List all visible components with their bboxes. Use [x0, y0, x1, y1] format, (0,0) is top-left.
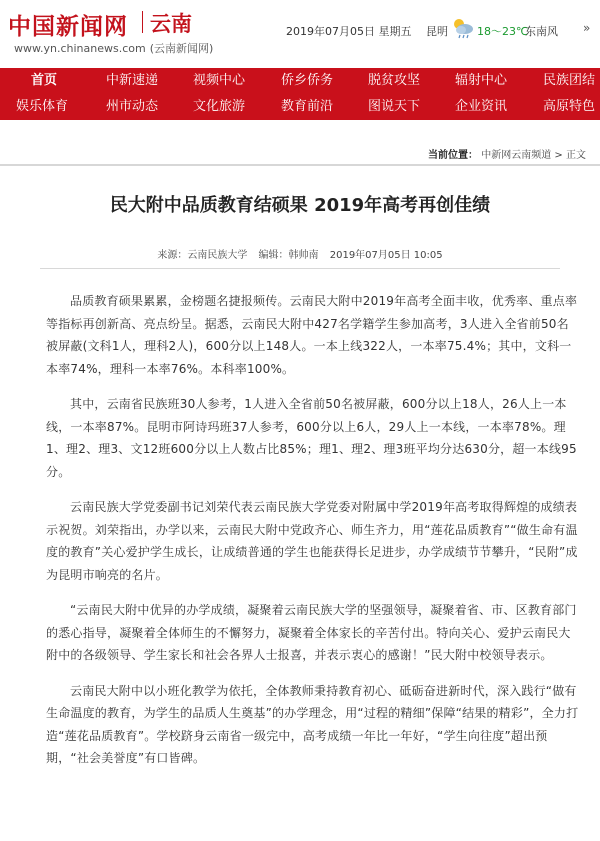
nav-item-culture-travel[interactable]: 文化旅游 [193, 99, 246, 114]
nav-item-express[interactable]: 中新速递 [106, 73, 159, 88]
site-logo[interactable]: 中国新闻网 [8, 13, 128, 40]
region-name[interactable]: 云南 [150, 12, 192, 36]
breadcrumb-separator: > [554, 150, 563, 161]
article-paragraph: 品质教育硕果累累，金榜题名捷报频传。云南民大附中2019年高考全面丰收，优秀率、重点率等指标再创新高、亮点纷呈。据悉，云南民大附中427名学籍学生参加高考，3人进入全省前50名被屏蔽(文科1人，理科2人)，600分以上148人。一本上线322人，一本率75.4%；其中，文科一本率74%，理科一本率76%。本科率100%。 [46, 294, 578, 376]
nav-row-secondary [0, 94, 600, 120]
breadcrumb-current: 正文 [566, 150, 586, 161]
nav-item-radiation-center[interactable]: 辐射中心 [455, 73, 508, 88]
nav-item-home[interactable]: 首页 [31, 73, 58, 88]
nav-item-enterprise[interactable]: 企业资讯 [455, 99, 508, 114]
weather-temperature: 18～23℃ [477, 25, 529, 38]
nav-row-primary [0, 68, 600, 94]
article-body [46, 290, 580, 783]
article-paragraph: 云南民大附中以小班化教学为依托，全体教师秉持教育初心、砥砺奋进新时代，深入践行“做有生命温度的教育，为学生的品质人生奠基”的办学理念，用“过程的精细”保障“结果的精彩”，全力打造“莲花品质教育”。学校跻身云南省一级完中，高考成绩一年比一年好，“学生向往度”超出预期，“社会美誉度”有口皆碑。 [46, 683, 579, 765]
site-url[interactable] [10, 40, 213, 56]
nav-item-entertainment[interactable]: 娱乐体育 [16, 99, 69, 114]
breadcrumb-channel-link[interactable]: 中新网云南频道 [481, 150, 552, 161]
article-paragraph: 其中，云南省民族班30人参考，1人进入全省前50名被屏蔽，600分以上18人，26人上一本线，一本率87%。昆明市阿诗玛班37人参考，600分以上6人，29人上一本线，一本率78%。理1、理2、理3、文12班600分以上人数占比85%；理1、理2、理3班平均分达630分，超一本线95分。 [46, 397, 577, 479]
site-header [0, 0, 600, 66]
nav-item-plateau[interactable]: 高原特色 [543, 99, 596, 114]
nav-item-photos[interactable]: 图说天下 [368, 99, 421, 114]
article-title: 民大附中品质教育结硕果 2019年高考再创佳绩 [109, 195, 491, 216]
partly-cloudy-rain-icon [450, 15, 476, 41]
article-meta [0, 246, 600, 261]
article-time: 2019年07月05日 10:05 [329, 250, 443, 261]
nav-item-overseas[interactable]: 侨乡侨务 [281, 73, 334, 88]
site-url-subtitle: (云南新闻网) [149, 42, 214, 55]
breadcrumb-trail [428, 146, 586, 161]
main-nav [0, 68, 600, 120]
header-date: 2019年07月05日 星期五 [286, 25, 412, 38]
logo-divider [142, 11, 143, 33]
article-paragraph: 云南民族大学党委副书记刘荣代表云南民族大学党委对附属中学2019年高考取得辉煌的成绩表示祝贺。刘荣指出，办学以来，云南民大附中党政齐心、师生齐力，用“莲花品质教育”“做生命有温度的教育”关心爱护学生成长，让成绩普通的学生也能获得长足进步，办学成绩节节攀升，“民附”成为昆明市响亮的名片。 [46, 500, 578, 582]
article-editor: 编辑：韩帅南 [258, 250, 319, 261]
meta-divider [40, 268, 560, 269]
nav-item-education[interactable]: 教育前沿 [281, 99, 334, 114]
site-url-text: www.yn.chinanews.com [14, 42, 146, 55]
weather-wind: 东南风 [525, 25, 558, 38]
nav-item-poverty[interactable]: 脱贫攻坚 [368, 73, 421, 88]
nav-item-ethnic-unity[interactable]: 民族团结 [543, 73, 596, 88]
weather-city: 昆明 [426, 25, 448, 38]
weather-more-icon[interactable]: » [583, 21, 591, 35]
nav-item-prefecture[interactable]: 州市动态 [106, 99, 159, 114]
article-paragraph: “云南民大附中优异的办学成绩，凝聚着云南民族大学的坚强领导，凝聚着省、市、区教育部门的悉心指导，凝聚着全体师生的不懈努力，凝聚着全体家长的辛苦付出。特向关心、爱护云南民大附中的各级领导、学生家长和社会各界人士报喜，并表示衷心的感谢！”民大附中校领导表示。 [46, 603, 577, 662]
article-source: 来源：云南民族大学 [157, 250, 248, 261]
breadcrumb [0, 146, 600, 166]
nav-item-video[interactable]: 视频中心 [193, 73, 246, 88]
breadcrumb-label: 当前位置： [428, 150, 479, 161]
